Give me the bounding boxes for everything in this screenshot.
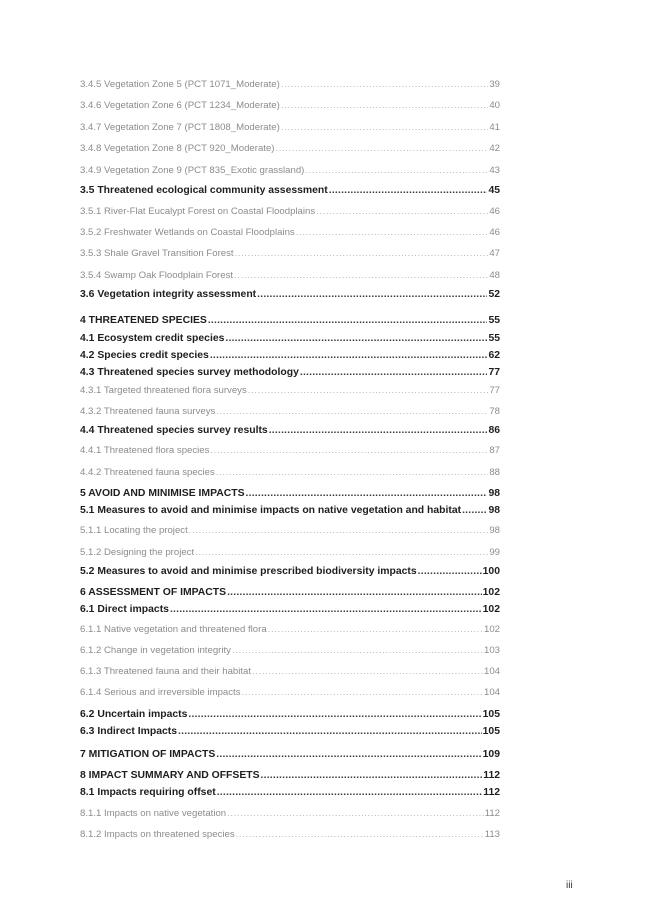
toc-entry-page: 47 [489,248,500,259]
toc-entry-page: 105 [482,709,500,720]
toc-entry[interactable] [80,787,500,798]
toc-entry-title: 6.2 Uncertain impacts [80,709,188,720]
toc-dot-leader [232,645,483,656]
toc-entry-title: 5.2 Measures to avoid and minimise prescribed biodiversity impacts [80,566,417,577]
toc-entry[interactable] [80,488,500,499]
toc-dot-leader [316,206,488,217]
toc-entry[interactable] [80,79,500,90]
toc-entry[interactable] [80,726,500,737]
toc-entry-page: 55 [488,333,500,344]
toc-entry[interactable] [80,227,500,238]
toc-entry-title: 6.1.4 Serious and irreversible impacts [80,687,241,698]
toc-entry[interactable] [80,350,500,361]
toc-entry-title: 3.5.1 River-Flat Eucalypt Forest on Coastal Floodplains [80,206,316,217]
toc-entry-title: 6.1 Direct impacts [80,604,169,615]
toc-entry[interactable] [80,385,500,396]
toc-dot-leader [227,808,484,819]
toc-entry-page: 104 [483,687,500,698]
toc-entry-page: 43 [489,165,500,176]
toc-entry[interactable] [80,808,500,819]
toc-entry-page: 98 [488,488,500,499]
toc-dot-leader [225,333,487,344]
toc-entry-page: 42 [489,143,500,154]
toc-dot-leader [462,505,487,516]
toc-entry-title: 3.4.6 Vegetation Zone 6 (PCT 1234_Moderate) [80,100,280,111]
toc-dot-leader [210,445,488,456]
toc-entry-title: 3.5.4 Swamp Oak Floodplain Forest [80,270,234,281]
toc-entry[interactable] [80,709,500,720]
toc-entry-page: 77 [489,385,500,396]
toc-entry-title: 8.1.1 Impacts on native vegetation [80,808,227,819]
toc-entry-title: 8.1 Impacts requiring offset [80,787,216,798]
toc-entry[interactable] [80,206,500,217]
toc-entry-page: 45 [488,185,500,196]
toc-entry-page: 100 [482,566,500,577]
toc-entry-title: 4 THREATENED SPECIES [80,315,207,326]
toc-entry[interactable] [80,406,500,417]
toc-dot-leader [246,488,488,499]
toc-dot-leader [208,315,488,326]
toc-entry-page: 102 [482,604,500,615]
toc-entry-page: 52 [488,289,500,300]
toc-entry[interactable] [80,445,500,456]
toc-entry-title: 4.3.1 Targeted threatened flora surveys [80,385,247,396]
toc-entry-title: 7 MITIGATION OF IMPACTS [80,749,216,760]
toc-entry[interactable] [80,467,500,478]
toc-entry-page: 46 [489,227,500,238]
toc-entry[interactable] [80,547,500,558]
toc-entry-title: 3.4.7 Vegetation Zone 7 (PCT 1808_Moderate) [80,122,280,133]
toc-entry[interactable] [80,333,500,344]
toc-dot-leader [189,525,489,536]
toc-entry-title: 4.4 Threatened species survey results [80,425,268,436]
toc-entry-page: 112 [484,808,500,819]
toc-entry[interactable] [80,505,500,516]
toc-entry-title: 4.3 Threatened species survey methodology [80,367,299,378]
toc-entry-title: 5.1 Measures to avoid and minimise impacts on native vegetation and habitat [80,505,462,516]
toc-entry-title: 4.4.2 Threatened fauna species [80,467,215,478]
toc-entry-page: 109 [482,749,500,760]
toc-dot-leader [178,726,482,737]
toc-entry-page: 103 [483,645,500,656]
toc-entry-page: 39 [489,79,500,90]
toc-dot-leader [300,367,488,378]
toc-entry-title: 4.1 Ecosystem credit species [80,333,225,344]
toc-entry[interactable] [80,122,500,133]
toc-dot-leader [252,666,483,677]
toc-entry-page: 105 [482,726,500,737]
toc-entry-title: 6.1.3 Threatened fauna and their habitat [80,666,252,677]
toc-entry-title: 6.3 Indirect Impacts [80,726,178,737]
toc-entry-title: 3.4.9 Vegetation Zone 9 (PCT 835_Exotic grassland) [80,165,305,176]
toc-entry-title: 3.5.3 Shale Gravel Transition Forest [80,248,234,259]
toc-entry-title: 4.4.1 Threatened flora species [80,445,210,456]
toc-entry[interactable] [80,666,500,677]
toc-dot-leader [235,248,489,259]
toc-entry-title: 6.1.1 Native vegetation and threatened flora [80,624,267,635]
toc-dot-leader [329,185,488,196]
toc-entry[interactable] [80,143,500,154]
toc-entry-title: 8.1.2 Impacts on threatened species [80,829,235,840]
toc-entry[interactable] [80,587,500,598]
toc-entry[interactable] [80,367,500,378]
toc-entry[interactable] [80,604,500,615]
toc-entry[interactable] [80,687,500,698]
toc-entry-page: 40 [489,100,500,111]
toc-dot-leader [210,350,488,361]
toc-dot-leader [216,749,481,760]
toc-dot-leader [281,79,489,90]
toc-dot-leader [261,770,483,781]
toc-entry-page: 87 [489,445,500,456]
toc-entry[interactable] [80,829,500,840]
toc-entry-page: 102 [483,624,500,635]
toc-entry-page: 41 [489,122,500,133]
toc-dot-leader [418,566,482,577]
toc-entry-page: 98 [489,525,500,536]
toc-entry-title: 3.4.5 Vegetation Zone 5 (PCT 1071_Moderate) [80,79,280,90]
toc-entry-page: 113 [484,829,500,840]
toc-entry-title: 5 AVOID AND MINIMISE IMPACTS [80,488,245,499]
toc-dot-leader [276,143,489,154]
toc-entry-title: 3.6 Vegetation integrity assessment [80,289,257,300]
toc-entry-page: 78 [489,406,500,417]
toc-entry-title: 4.2 Species credit species [80,350,209,361]
toc-entry-page: 46 [489,206,500,217]
toc-dot-leader [227,587,482,598]
toc-entry-page: 55 [488,315,500,326]
toc-entry[interactable] [80,289,500,300]
page-number: iii [566,880,573,891]
toc-entry-page: 112 [483,787,500,798]
toc-entry[interactable] [80,566,500,577]
toc-entry-page: 62 [488,350,500,361]
toc-entry-page: 88 [489,467,500,478]
toc-dot-leader [170,604,482,615]
toc-entry-title: 3.5.2 Freshwater Wetlands on Coastal Floodplains [80,227,295,238]
toc-entry-title: 8 IMPACT SUMMARY AND OFFSETS [80,770,260,781]
toc-dot-leader [216,406,488,417]
toc-entry-title: 5.1.1 Locating the project [80,525,188,536]
toc-dot-leader [234,270,488,281]
toc-dot-leader [296,227,489,238]
toc-entry[interactable] [80,248,500,259]
toc-dot-leader [281,100,489,111]
toc-dot-leader [257,289,487,300]
toc-dot-leader [216,467,489,478]
toc-dot-leader [268,624,483,635]
toc-entry-page: 77 [488,367,500,378]
toc-dot-leader [248,385,489,396]
toc-entry-title: 6 ASSESSMENT OF IMPACTS [80,587,227,598]
toc-entry[interactable] [80,749,500,760]
toc-dot-leader [242,687,483,698]
toc-entry-page: 99 [489,547,500,558]
toc-entry[interactable] [80,315,500,326]
toc-dot-leader [305,165,488,176]
toc-entry-page: 86 [488,425,500,436]
toc-entry-title: 4.3.2 Threatened fauna surveys [80,406,216,417]
toc-dot-leader [195,547,488,558]
toc-entry[interactable] [80,770,500,781]
toc-entry[interactable] [80,185,500,196]
toc-entry-page: 98 [488,505,500,516]
toc-entry[interactable] [80,100,500,111]
toc-dot-leader [269,425,488,436]
toc-entry[interactable] [80,165,500,176]
toc-entry-title: 3.5 Threatened ecological community assessment [80,185,328,196]
toc-entry-title: 5.1.2 Designing the project [80,547,195,558]
toc-entry[interactable] [80,645,500,656]
toc-entry[interactable] [80,624,500,635]
toc-entry-page: 48 [489,270,500,281]
toc-dot-leader [188,709,481,720]
toc-entry-title: 6.1.2 Change in vegetation integrity [80,645,231,656]
toc-entry[interactable] [80,425,500,436]
toc-entry-page: 104 [483,666,500,677]
toc-entry[interactable] [80,525,500,536]
toc-dot-leader [217,787,483,798]
toc-entry-page: 102 [482,587,500,598]
toc-entry-page: 112 [483,770,500,781]
toc-entry[interactable] [80,270,500,281]
toc-dot-leader [281,122,489,133]
toc-entry-title: 3.4.8 Vegetation Zone 8 (PCT 920_Moderate) [80,143,275,154]
toc-dot-leader [236,829,484,840]
